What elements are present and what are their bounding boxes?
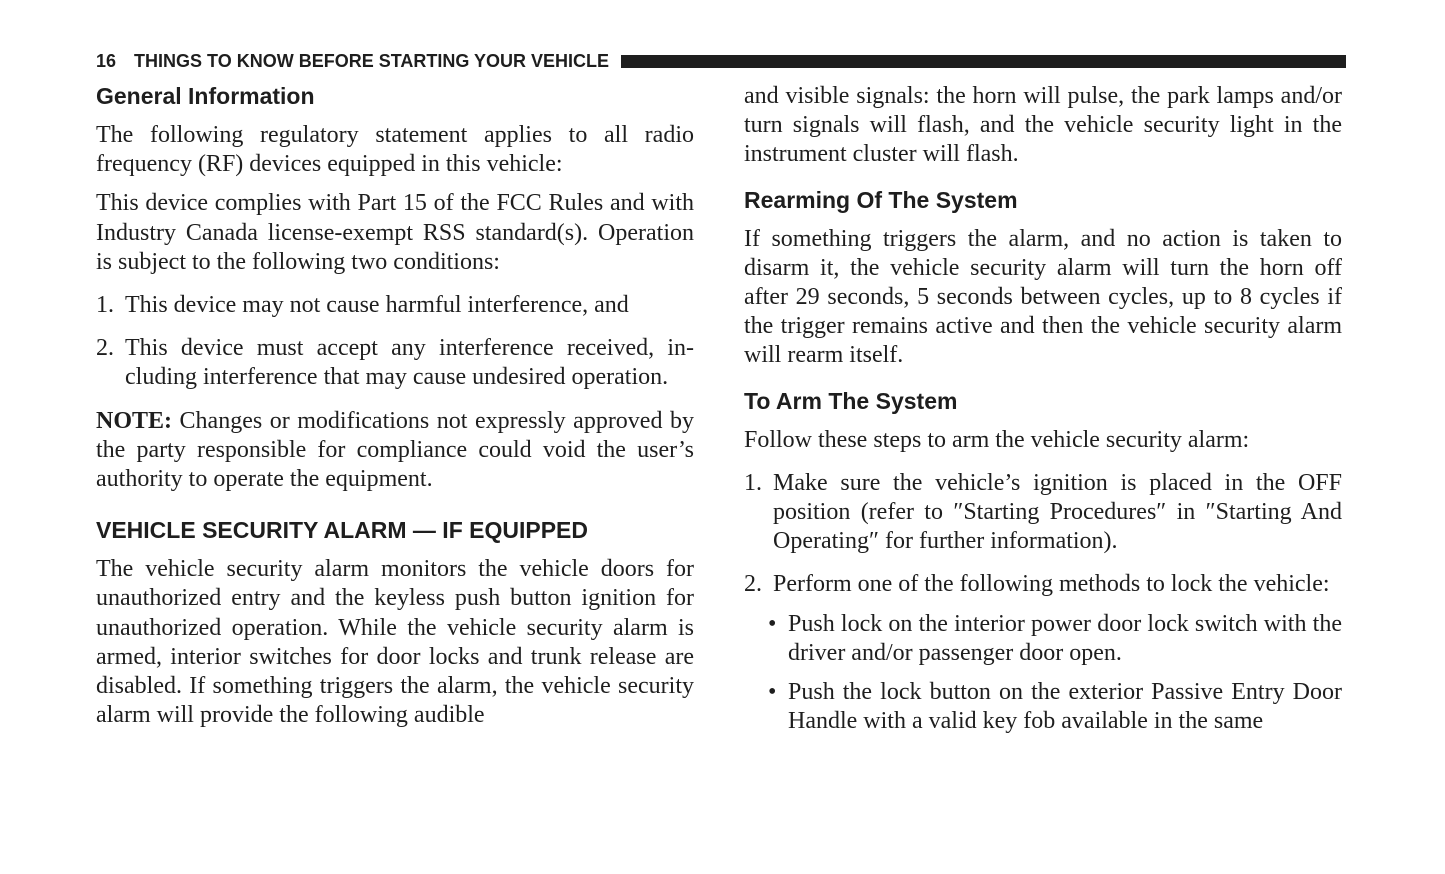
left-column	[96, 82, 694, 730]
fcc-compliance-paragraph: This device complies with Part 15 of the FCC Rules and with Industry Canada license-exempt RSS standard(s). Operation is subject to the following two conditions:	[96, 190, 694, 275]
rearming-heading: Rearming Of The System	[744, 186, 1018, 213]
header-rule	[621, 55, 1346, 68]
security-alarm-paragraph: The vehicle security alarm monitors the vehicle doors for unauthorized entry and the keyless push button ignition for unauthorized operation. While the vehicle security alarm is armed, interior switches for door locks and trunk release are disabled. If something triggers the alarm, the vehicle security alarm will provide the following audible	[96, 556, 694, 729]
note-text: Changes or modifications not expressly approved by the party responsible for compliance could void the user’s authority to operate the equipment.	[96, 407, 694, 493]
arm-intro-paragraph: Follow these steps to arm the vehicle security alarm:	[744, 426, 1250, 453]
bullet-item	[768, 610, 1342, 668]
bullet-text: Push the lock button on the exterior Passive Entry Door Handle with a valid key fob available in the same	[788, 679, 1342, 735]
general-information-heading: General Information	[96, 83, 315, 109]
note-paragraph	[96, 407, 694, 495]
bullet-mark: •	[768, 610, 777, 637]
list-text: This device may not cause harmful interference, and	[125, 292, 629, 319]
chapter-title: THINGS TO KNOW BEFORE STARTING YOUR VEHICLE	[134, 50, 610, 71]
note-label: NOTE:	[96, 407, 173, 434]
bullet-mark: •	[768, 679, 777, 706]
right-column	[744, 82, 1342, 736]
security-alarm-heading: VEHICLE SECURITY ALARM — IF EQUIPPED	[96, 517, 588, 544]
bullet-item	[768, 678, 1342, 736]
list-item	[744, 469, 1342, 557]
rf-statement-paragraph: The following regulatory statement applies to all radio frequency (RF) devices equipped in this vehicle:	[96, 122, 694, 178]
list-text: This device must accept any interference received, including interference that may cause undesired operation.	[125, 335, 694, 391]
list-number: 2.	[96, 335, 114, 362]
list-text: Make sure the vehicle’s ignition is placed in the OFF position (refer to ″Starting Procedures″ in ″Starting And Operating″ for further information).	[773, 469, 1342, 555]
arm-system-heading: To Arm The System	[744, 387, 958, 414]
list-text: Perform one of the following methods to lock the vehicle:	[773, 571, 1330, 598]
list-item	[744, 570, 1342, 599]
list-item	[96, 334, 694, 392]
bullet-text: Push lock on the interior power door lock switch with the driver and/or passenger door open.	[788, 610, 1342, 666]
list-number: 1.	[96, 292, 114, 319]
signals-paragraph: and visible signals: the horn will pulse, the park lamps and/or turn signals will flash, and the vehicle security light in the instrument cluster will flash.	[744, 83, 1342, 168]
list-number: 1.	[744, 469, 762, 496]
page-number: 16	[96, 50, 117, 71]
list-number: 2.	[744, 571, 762, 598]
rearming-paragraph: If something triggers the alarm, and no action is taken to disarm it, the vehicle security alarm will turn the horn off after 29 seconds, 5 seconds between cycles, up to 8 cycles if the trigger remains active and then the vehicle security alarm will rearm itself.	[744, 225, 1342, 369]
list-item	[96, 291, 694, 320]
page-header	[96, 49, 1346, 73]
